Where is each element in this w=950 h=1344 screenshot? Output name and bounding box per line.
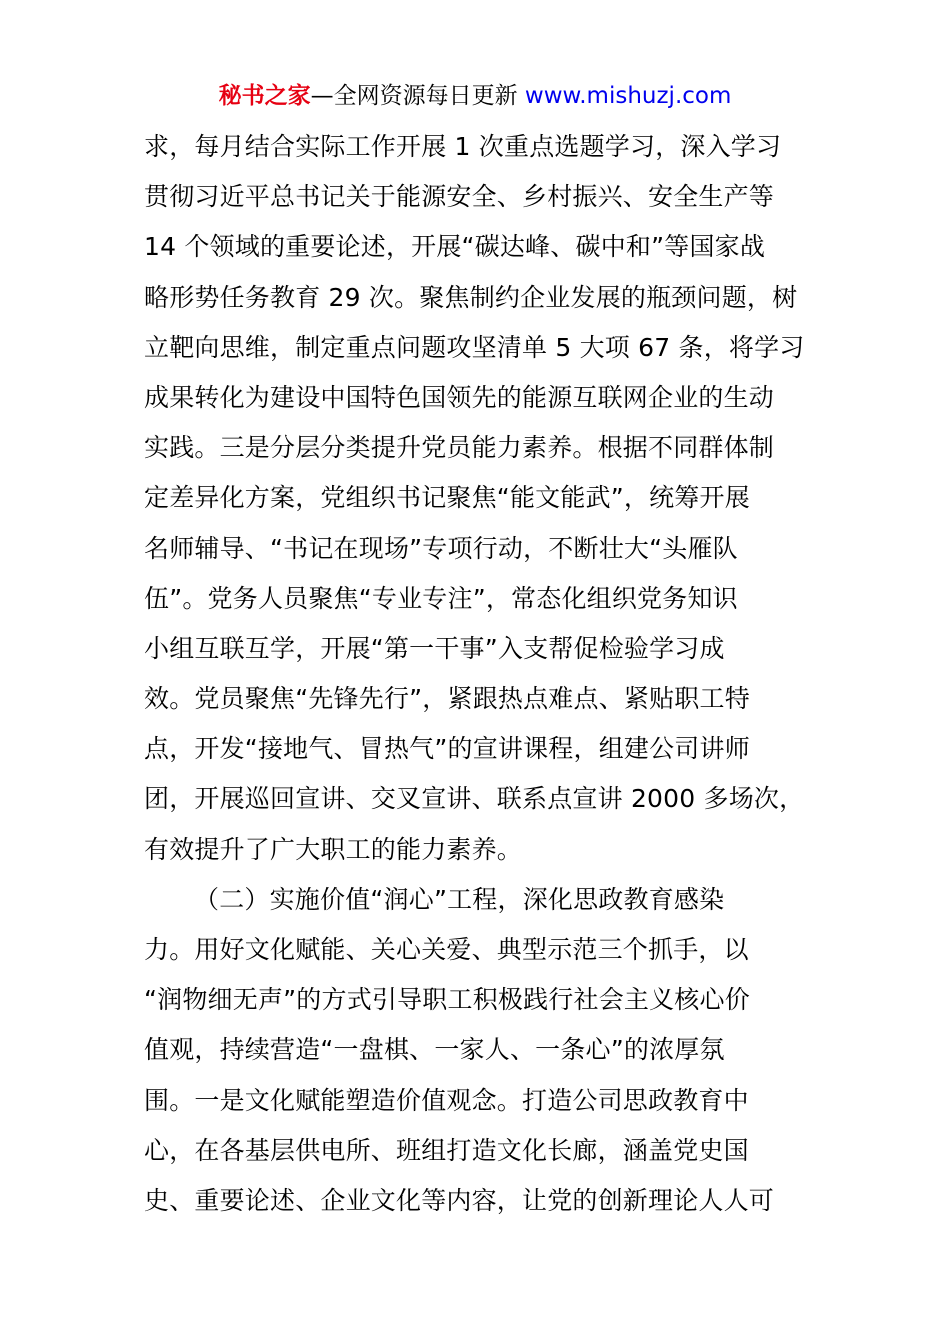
text-line: “润物细无声”的方式引导职工积极践行社会主义核心价 xyxy=(144,985,750,1015)
text-line: 实践。三是分层分类提升党员能力素养。根据不同群体制 xyxy=(144,433,775,463)
text-line: 贯彻习近平总书记关于能源安全、乡村振兴、安全生产等 xyxy=(144,182,775,212)
text-line: 团，开展巡回宣讲、交叉宣讲、联系点宣讲 2000 多场次， xyxy=(144,784,805,814)
text-line: 史、重要论述、企业文化等内容，让党的创新理论人人可 xyxy=(144,1185,775,1215)
text-line: 效。党员聚焦“先锋先行”，紧跟热点难点、紧贴职工特 xyxy=(144,684,750,714)
text-line: 求，每月结合实际工作开展 1 次重点选题学习，深入学习 xyxy=(144,132,782,161)
text-line: 立靶向思维，制定重点问题攻坚清单 5 大项 67 条，将学习 xyxy=(144,332,805,362)
site-url-link[interactable]: www.mishuzj.com xyxy=(524,83,732,109)
text-line: 成果转化为建设中国特色国领先的能源互联网企业的生动 xyxy=(144,382,775,412)
text-line: 小组互联互学，开展“第一干事”入支帮促检验学习成 xyxy=(144,633,725,663)
document-body xyxy=(144,122,814,1226)
text-line: 围。一是文化赋能塑造价值观念。打造公司思政教育中 xyxy=(144,1085,749,1115)
text-line: 略形势任务教育 29 次。聚焦制约企业发展的瓶颈问题，树 xyxy=(144,282,798,312)
text-line: 点，开发“接地气、冒热气”的宣讲课程，组建公司讲师 xyxy=(144,734,750,764)
section-heading-line: （二）实施价值“润心”工程，深化思政教育感染 xyxy=(194,884,725,914)
text-line: 值观，持续营造“一盘棋、一家人、一条心”的浓厚氛 xyxy=(144,1035,725,1065)
text-line: 定差异化方案，党组织书记聚焦“能文能武”，统筹开展 xyxy=(144,483,750,513)
text-line: 14 个领域的重要论述，开展“碳达峰、碳中和”等国家战 xyxy=(144,232,766,262)
text-line: 有效提升了广大职工的能力素养。 xyxy=(144,834,523,864)
text-line: 伍”。党务人员聚焦“专业专注”，常态化组织党务知识 xyxy=(144,583,738,613)
brand-name: 秘书之家 xyxy=(218,83,311,109)
text-line: 心，在各基层供电所、班组打造文化长廊，涵盖党史国 xyxy=(144,1135,749,1165)
site-header xyxy=(0,78,950,114)
text-line: 名师辅导、“书记在现场”专项行动，不断壮大“头雁队 xyxy=(144,533,738,563)
text-line: 力。用好文化赋能、关心关爱、典型示范三个抓手，以 xyxy=(144,935,749,964)
header-tagline: —全网资源每日更新 xyxy=(310,83,525,109)
